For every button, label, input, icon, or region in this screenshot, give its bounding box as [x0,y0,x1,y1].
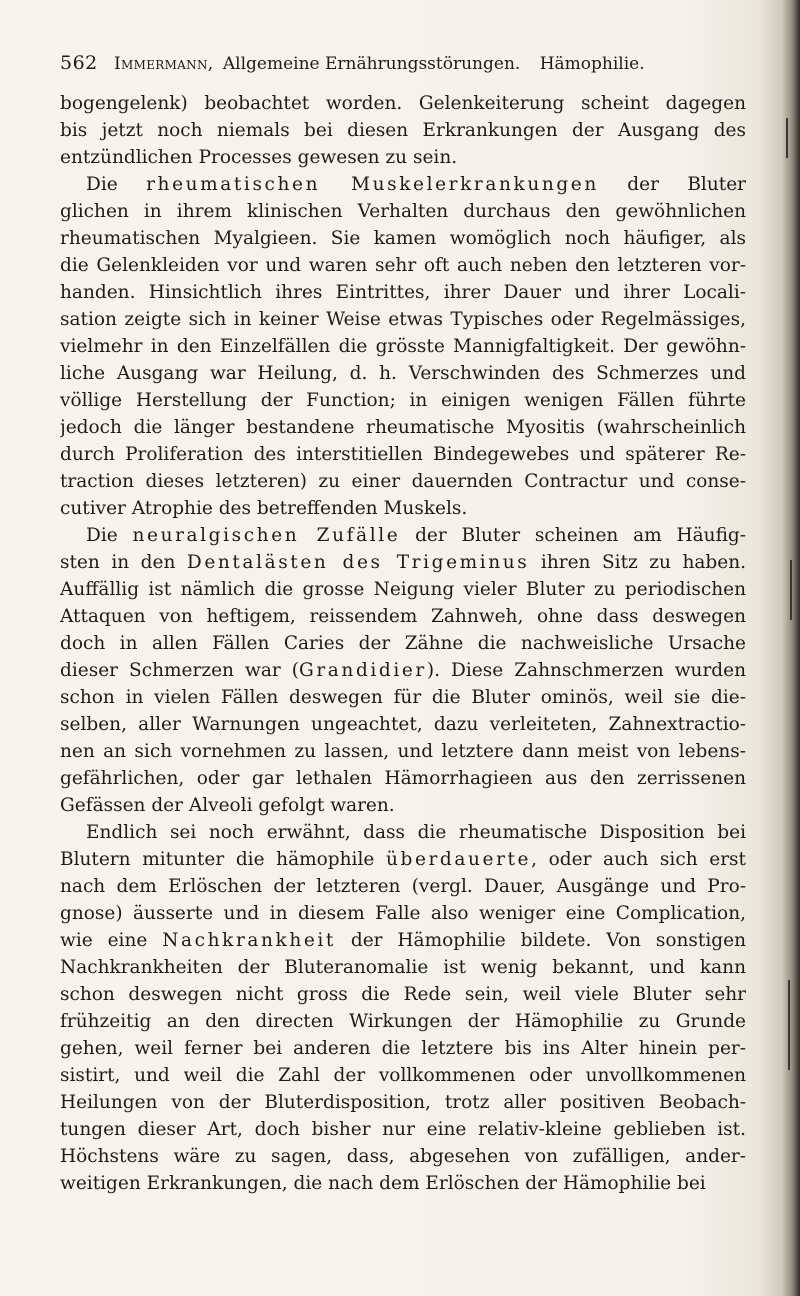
text-line [60,1062,746,1089]
text-segment: rheumatischen Myalgieen. Sie kamen womöglich noch häufiger, als [60,228,746,249]
text-segment: Heilungen von der Bluterdisposition, trotz aller positiven Beobach- [60,1092,746,1113]
edge-mark [786,118,788,158]
text-segment: handen. Hinsichtlich ihres Eintrittes, ihrer Dauer und ihrer Locali- [60,282,746,303]
page-number: 562 [60,52,98,74]
text-line [60,603,746,630]
text-line [60,657,746,684]
text-line [60,873,746,900]
text-line [60,360,746,387]
running-head [114,54,645,74]
emphasis-spaced-text: Grandidier [298,660,427,681]
text-line [60,846,746,873]
text-line [60,522,746,549]
body-text [60,90,746,1197]
text-segment: Endlich sei noch erwähnt, dass die rheumatische Disposition bei [86,822,746,843]
emphasis-spaced-text: Dentalästen des Trigeminus [186,552,530,573]
text-line [60,1143,746,1170]
text-line [60,252,746,279]
text-line [60,630,746,657]
text-line [60,738,746,765]
text-segment: selben, aller Warnungen ungeachtet, dazu verleiteten, Zahnextractio- [60,714,746,735]
text-segment: ). Diese Zahnschmerzen wurden [426,660,746,681]
text-segment: gefährlichen, oder gar lethalen Hämorrhagieen aus den zerrissenen [60,768,746,789]
text-line [60,468,746,495]
emphasis-spaced-text: rheumatischen Muskelerkrankungen [146,174,599,195]
text-segment: Auffällig ist nämlich die grosse Neigung vieler Bluter zu periodischen [60,579,746,600]
text-line [60,1035,746,1062]
text-segment: doch in allen Fällen Caries der Zähne die nachweisliche Ursache [60,633,746,654]
text-segment: sation zeigte sich in keiner Weise etwas Typisches oder Regelmässiges, [60,309,746,330]
text-line [60,225,746,252]
text-line [60,387,746,414]
text-line [60,333,746,360]
text-line [60,1116,746,1143]
text-segment: bis jetzt noch niemals bei diesen Erkrankungen der Ausgang des [60,120,746,141]
text-line [60,144,746,171]
text-segment: Die [86,525,133,546]
text-segment: sistirt, und weil die Zahl der vollkommenen oder unvollkommenen [60,1065,746,1086]
text-line [60,90,746,117]
text-line [60,279,746,306]
text-segment: völlige Herstellung der Function; in einigen wenigen Fällen führte [60,390,746,411]
text-segment: Die [86,174,147,195]
text-segment: durch Proliferation des interstitiellen Bindegewebes und späterer Re- [60,444,746,465]
text-line [60,441,746,468]
text-segment: die Gelenkleiden vor und waren sehr oft auch neben den letzteren vor- [60,255,746,276]
section-topic: Hämophilie. [539,54,645,74]
text-segment: dieser Schmerzen war ( [60,660,299,681]
text-line [60,306,746,333]
text-segment: Attaquen von heftigem, reissendem Zahnweh, ohne dass deswegen [60,606,746,627]
text-line [60,549,746,576]
text-line [60,1170,746,1197]
text-segment: ihren Sitz zu haben. [529,552,746,573]
text-segment: tungen dieser Art, doch bisher nur eine relativ-kleine geblieben ist. [60,1119,746,1140]
text-segment: entzündlichen Processes gewesen zu sein. [60,147,458,168]
text-line [60,954,746,981]
text-segment: frühzeitig an den directen Wirkungen der Hämophilie zu Grunde [60,1011,746,1032]
text-segment: weitigen Erkrankungen, die nach dem Erlöschen der Hämophilie bei [60,1173,706,1194]
text-segment: vielmehr in den Einzelfällen die grösste Mannigfaltigkeit. Der gewöhn- [60,336,746,357]
text-line [60,1008,746,1035]
text-segment: schon deswegen nicht gross die Rede sein, weil viele Bluter sehr [60,984,746,1005]
emphasis-spaced-text: Nachkrankheit [162,930,336,951]
text-segment: Höchstens wäre zu sagen, dass, abgesehen von zufälligen, ander- [60,1146,746,1167]
text-segment: bogengelenk) beobachtet worden. Gelenkeiterung scheint dagegen [60,93,746,114]
text-line [60,414,746,441]
text-line [60,927,746,954]
text-line [60,819,746,846]
text-segment: der Bluter scheinen am Häufig- [400,525,746,546]
text-segment: schon in vielen Fällen deswegen für die Bluter ominös, weil sie die- [60,687,746,708]
text-line [60,711,746,738]
text-segment: sten in den [60,552,187,573]
chapter-title: Allgemeine Ernährungsstörungen. [222,54,521,74]
text-line [60,1089,746,1116]
text-segment: der Hämophilie bildete. Von sonstigen [335,930,746,951]
emphasis-spaced-text: neuralgischen Zufälle [132,525,401,546]
text-segment: jedoch die länger bestandene rheumatische Myositis (wahrscheinlich [60,417,746,438]
text-segment: Nachkrankheiten der Bluteranomalie ist wenig bekannt, und kann [60,957,746,978]
text-line [60,981,746,1008]
text-line [60,684,746,711]
text-line [60,900,746,927]
text-segment: Gefässen der Alveoli gefolgt waren. [60,795,395,816]
text-line [60,495,746,522]
emphasis-spaced-text: überdauerte [385,849,532,870]
text-segment: gehen, weil ferner bei anderen die letztere bis ins Alter hinein per- [60,1038,746,1059]
page-edge-shadow [782,0,800,1296]
text-segment: der Bluter [598,174,746,195]
text-segment: , oder auch sich erst [531,849,746,870]
text-line [60,792,746,819]
text-segment: glichen in ihrem klinischen Verhalten durchaus den gewöhnlichen [60,201,746,222]
author-name: Immermann, [114,54,214,74]
text-line [60,117,746,144]
text-segment: traction dieses letzteren) zu einer dauernden Contractur und conse- [60,471,746,492]
text-segment: nach dem Erlöschen der letzteren (vergl. Dauer, Ausgänge und Pro- [60,876,746,897]
text-segment: Blutern mitunter die hämophile [60,849,386,870]
edge-mark [790,560,792,620]
text-line [60,765,746,792]
text-segment: liche Ausgang war Heilung, d. h. Verschwinden des Schmerzes und [60,363,746,384]
text-segment: wie eine [60,930,163,951]
running-header [60,52,760,80]
text-segment: nen an sich vornehmen zu lassen, und letztere dann meist von lebens- [60,741,746,762]
text-line [60,171,746,198]
text-segment: cutiver Atrophie des betreffenden Muskels. [60,498,468,519]
edge-mark [788,980,790,1070]
text-line [60,198,746,225]
text-segment: gnose) äusserte und in diesem Falle also weniger eine Complication, [60,903,746,924]
text-line [60,576,746,603]
